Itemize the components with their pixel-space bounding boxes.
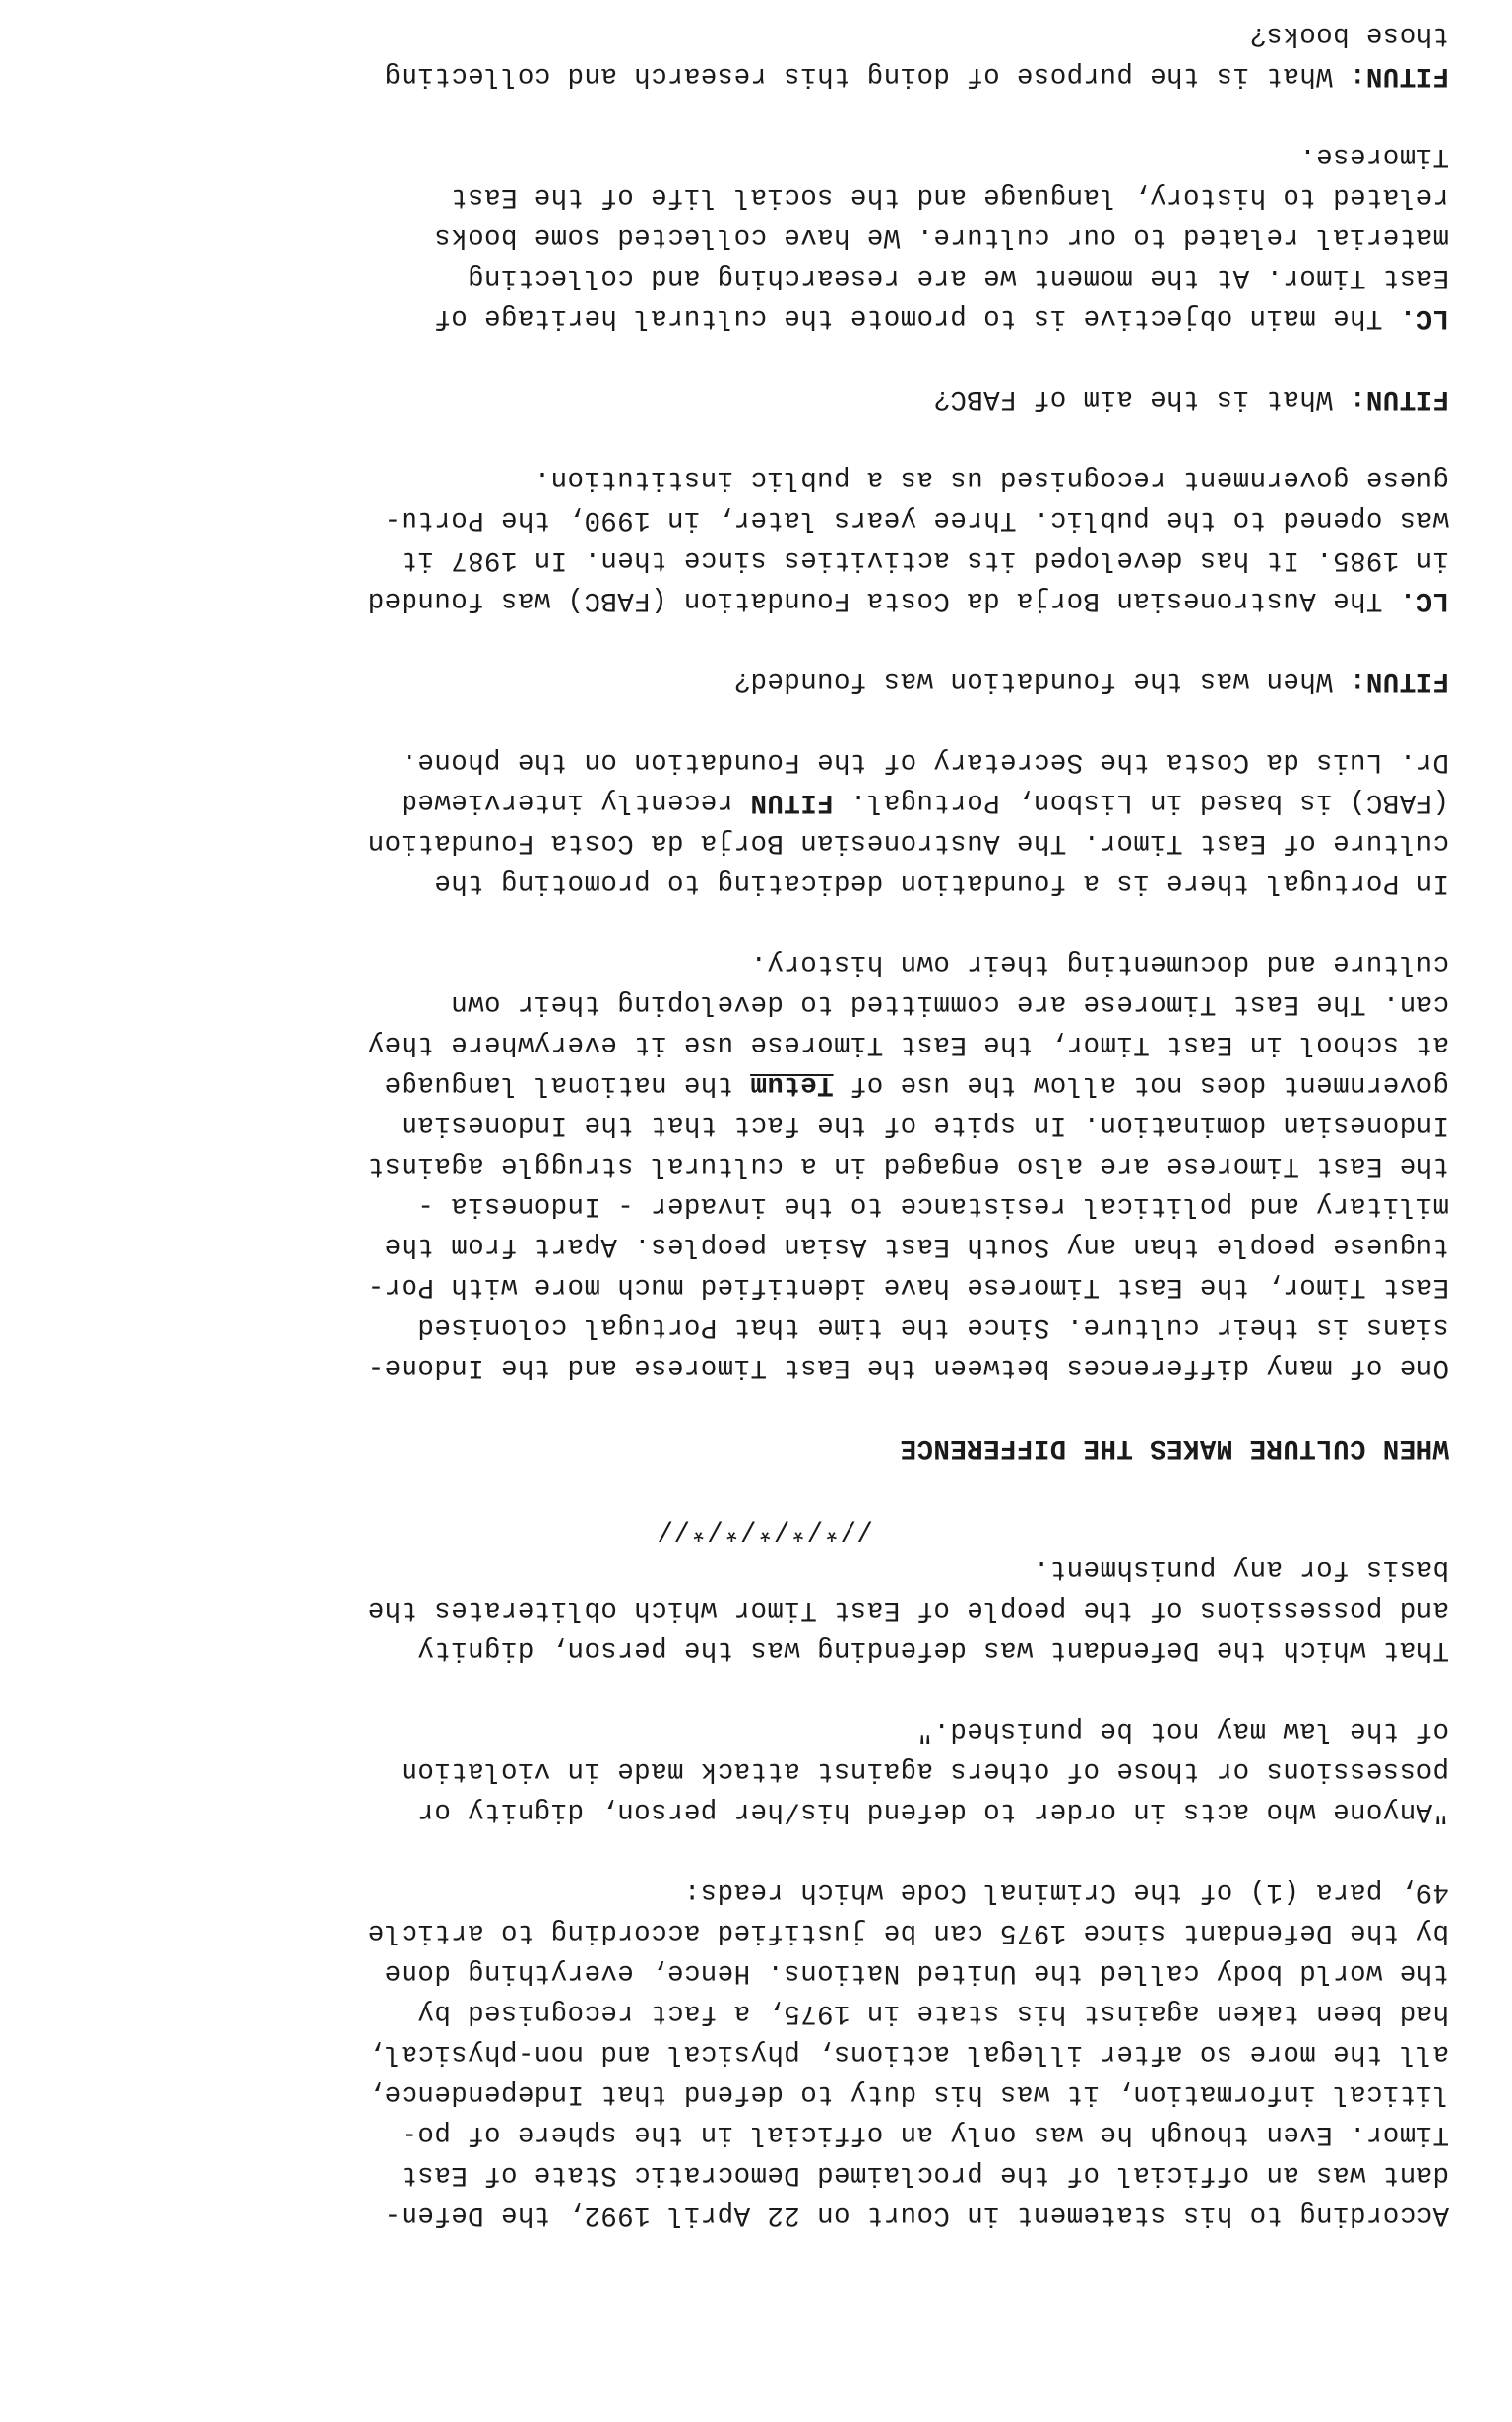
text-line: culture of East Timor. The Austronesian Borja da Costa Foundation bbox=[367, 827, 1449, 858]
speaker-label: LC. bbox=[1399, 302, 1449, 333]
interview-answer-1 bbox=[81, 459, 1449, 620]
text-line: the world body called the United Nations. Hence, everything done bbox=[384, 1957, 1449, 1988]
text-fragment: (FABC) is based in Lisbon, Portugal. bbox=[833, 787, 1449, 817]
tetum-word: Tetum bbox=[750, 1069, 834, 1100]
text-line: "Anyone who acts in order to defend his/her person, dignity or bbox=[417, 1796, 1449, 1826]
answer-text: The main objective is to promote the cultural heritage of bbox=[433, 302, 1400, 333]
paragraph-defendant-statement bbox=[81, 1872, 1449, 2235]
speaker-label: LC. bbox=[1399, 585, 1449, 615]
question-text: When was the foundation was founded? bbox=[733, 666, 1350, 696]
text-line: litical information, it was his duty to defend that Independence, bbox=[367, 2078, 1449, 2109]
text-line: Timor. Even though he was only an official in the sphere of po- bbox=[401, 2119, 1449, 2149]
text-line: Indonesian domination. In spite of the fact that the Indonesian bbox=[401, 1110, 1449, 1140]
text-line bbox=[81, 580, 1449, 620]
text-line: Timorese. bbox=[1298, 141, 1449, 171]
text-line: of the law may not be punished." bbox=[916, 1715, 1449, 1746]
interview-answer-2 bbox=[81, 136, 1449, 338]
text-line: East Timor, the East Timorese have identified much more with Por- bbox=[367, 1271, 1449, 1302]
text-line: Dr. Luis da Costa the Secretary of the Foundation on the phone. bbox=[401, 746, 1449, 777]
text-line bbox=[81, 661, 1449, 701]
text-line: by the Defendant since 1975 can be justified according to article bbox=[367, 1917, 1449, 1947]
text-fragment: government does not allow the use of bbox=[833, 1069, 1449, 1100]
text-line: That which the Defendant was defending was the person, dignity bbox=[417, 1634, 1449, 1665]
text-line: East Timor. At the moment we are researching and collecting bbox=[467, 262, 1449, 292]
text-line: guese government recognised us as a public institution. bbox=[534, 464, 1449, 494]
text-fragment: the national language bbox=[384, 1069, 751, 1100]
text-line: One of many differences between the East Timorese and the Indone- bbox=[367, 1352, 1449, 1382]
text-line: material related to our culture. We have collected some books bbox=[433, 222, 1449, 252]
fitun-name: FITUN bbox=[750, 787, 834, 817]
text-line: culture and documenting their own history. bbox=[750, 948, 1449, 979]
text-line-tetum bbox=[81, 1064, 1449, 1105]
text-line: the East Timorese are also engaged in a cultural struggle against bbox=[367, 1150, 1449, 1180]
text-line bbox=[81, 55, 1449, 96]
text-line: at school in East Timor, the East Timorese use it everywhere they bbox=[367, 1029, 1449, 1059]
paragraph-culture bbox=[81, 943, 1449, 1387]
text-line bbox=[81, 782, 1449, 822]
text-line: dant was an official of the proclaimed Democratic State of East bbox=[401, 2159, 1449, 2190]
interview-question-3 bbox=[81, 15, 1449, 96]
text-line: basis for any punishment. bbox=[1033, 1554, 1449, 1584]
question-text: What is the aim of FABC? bbox=[933, 383, 1350, 414]
text-line: those books? bbox=[1249, 20, 1449, 50]
question-text: What is the purpose of doing this research and collecting bbox=[384, 60, 1350, 91]
page-content bbox=[81, 0, 1449, 2235]
paragraph-foundation bbox=[81, 741, 1449, 903]
text-line: and possessions of the people of East Timor which obliterates the bbox=[367, 1594, 1449, 1625]
paragraph-defence-conclusion bbox=[81, 1508, 1449, 1670]
section-heading: WHEN CULTURE MAKES THE DIFFERENCE bbox=[900, 1433, 1449, 1463]
text-line bbox=[81, 378, 1449, 418]
text-line: 49, para (1) of the Criminal Code which reads: bbox=[683, 1877, 1449, 1907]
interview-question-1 bbox=[81, 661, 1449, 701]
text-line: possessions or those of others against attack made in violation bbox=[401, 1755, 1449, 1786]
speaker-label: FITUN: bbox=[1349, 60, 1449, 91]
speaker-label: FITUN: bbox=[1349, 383, 1449, 414]
text-line: In Portugal there is a foundation dedicating to promoting the bbox=[433, 867, 1449, 898]
text-line: sians is their culture. Since the time that Portugal colonised bbox=[417, 1311, 1449, 1342]
text-line: was opened to the public. Three years later, in 1990, the Portu- bbox=[384, 504, 1449, 535]
text-line bbox=[81, 297, 1449, 338]
text-line: can. The East Timorese are committed to developing their own bbox=[450, 988, 1449, 1019]
criminal-code-quote bbox=[81, 1710, 1449, 1831]
text-line: all the more so after illegal actions, physical and non-physical, bbox=[367, 2038, 1449, 2069]
interview-question-2 bbox=[81, 378, 1449, 418]
text-fragment: recently interviewed bbox=[401, 787, 751, 817]
text-line: tuguese people than any South East Asian peoples. Apart from the bbox=[384, 1231, 1449, 1261]
speaker-label: FITUN: bbox=[1349, 666, 1449, 696]
text-line: According to his statement in Court on 22 April 1992, the Defen- bbox=[384, 2199, 1449, 2230]
text-line: in 1985. It has developed its activities since then. In 1987 it bbox=[401, 544, 1449, 575]
text-line: had been taken against his state in 1975, a fact recognised by bbox=[417, 1998, 1449, 2028]
text-line: military and political resistance to the invader - Indonesia - bbox=[417, 1190, 1449, 1221]
section-separator: //*/*/*/*/*// bbox=[657, 1513, 873, 1544]
answer-text: The Austronesian Borja da Costa Foundation (FABC) was founded bbox=[367, 585, 1400, 615]
text-line: related to history, language and the social life of the East bbox=[450, 181, 1449, 212]
